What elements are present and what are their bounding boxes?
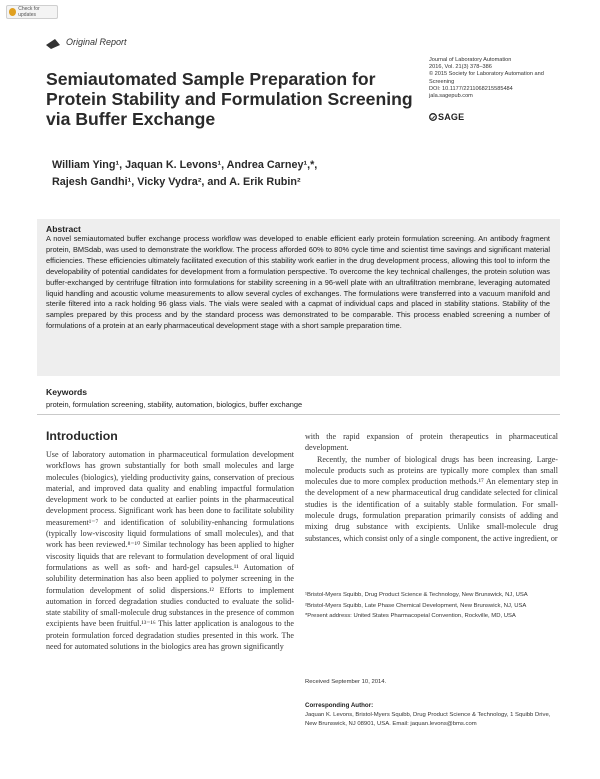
journal-url[interactable]: jala.sagepub.com bbox=[429, 93, 473, 100]
journal-info bbox=[429, 57, 559, 100]
journal-doi[interactable]: DOI: 10.1177/2211068215585484 bbox=[429, 85, 513, 92]
journal-volume: 2016, Vol. 21(3) 378–386 bbox=[429, 64, 492, 71]
sage-logo bbox=[429, 112, 464, 122]
author-line-2: Rajesh Gandhi¹, Vicky Vydra², and A. Erik Rubin² bbox=[52, 176, 301, 188]
keywords-heading: Keywords bbox=[46, 387, 88, 397]
introduction-left-column bbox=[46, 449, 294, 652]
update-icon bbox=[9, 8, 16, 16]
corresponding-author-details: Jaquan K. Levons, Bristol-Myers Squibb, Drug Product Science & Technology, 1 Squibb Drive, New Brunswick, NJ 08901, USA. Email: jaquan.levons@bms.com bbox=[305, 712, 551, 727]
author-line-1: William Ying¹, Jaquan K. Levons¹, Andrea Carney¹,*, bbox=[52, 159, 318, 171]
introduction-right-column bbox=[305, 431, 558, 544]
affiliation-1: ¹Bristol-Myers Squibb, Drug Product Science & Technology, New Brunswick, NJ, USA bbox=[305, 592, 528, 598]
affiliation-2: ²Bristol-Myers Squibb, Late Phase Chemical Development, New Brunswick, NJ, USA bbox=[305, 602, 527, 609]
keywords-text: protein, formulation screening, stability, automation, biologics, buffer exchange bbox=[46, 400, 303, 409]
author-list bbox=[52, 157, 492, 191]
introduction-paragraph-1-cont: with the rapid expansion of protein therapeutics in pharmaceutical development. bbox=[305, 432, 558, 453]
introduction-paragraph-2: Recently, the number of biological drugs has been increasing. Large-molecule products such as proteins are typically more complex than small molecules due to more complex production methods.¹⁷ An elementary step in the development of a new pharmaceutical drug candidate selected for clinical studies is the identification of a suitably stable formulation. For small-molecule drugs, formulation preparation primarily consists of adding and mixing drug substance with excipients. Unlike small-molecule drug substances, which consist only of a single component, the active ingredient, or bbox=[305, 454, 558, 543]
abstract-heading: Abstract bbox=[46, 224, 81, 234]
abstract-text: A novel semiautomated buffer exchange process workflow was developed to enable efficient early protein formulation screening. An antibody fragment protein, BMSdab, was used to demonstrate the workflow. The process afforded 60% to 80% cycle time and scientist time savings and significant material efficiencies. These efficiencies ultimately facilitated execution of this stability work earlier in the drug development process, allowing this tool to inform the developability of potential candidates for development from a formulation perspective. To overcome the key technical challenges, the protein solution was buffer-exchanged by centrifuge filtration into formulations for stability screening in a 96-well plate with an ultrafiltration membrane, leveraging automated liquid handling and acoustic volume measurements to allow several cycles of exchanges. The formulations were transferred into a vacuum manifold and sterile filtered into a rack holding 96 glass vials. The vials were sealed with a capmat of individual caps and placed in stability stations. Stability of the samples prepared by this process and by the standard process was demonstrated to be comparable. This process enabled screening a number of formulations of a protein at an early pharmaceutical development stage with a short sample preparation time. bbox=[46, 234, 550, 331]
report-bullet-icon bbox=[46, 39, 60, 49]
affiliations bbox=[305, 591, 558, 623]
journal-copyright: © 2015 Society for Laboratory Automation and Screening bbox=[429, 71, 544, 85]
sage-circle-icon bbox=[429, 113, 437, 121]
report-type: Original Report bbox=[66, 37, 127, 47]
introduction-heading: Introduction bbox=[46, 429, 118, 443]
section-divider bbox=[37, 414, 560, 415]
sage-wordmark: SAGE bbox=[438, 112, 465, 122]
abstract-box bbox=[37, 219, 560, 376]
journal-name: Journal of Laboratory Automation bbox=[429, 57, 512, 63]
corresponding-author-heading: Corresponding Author: bbox=[305, 702, 374, 709]
check-for-updates-badge[interactable] bbox=[6, 5, 58, 19]
received-date: Received September 10, 2014. bbox=[305, 679, 387, 685]
article-title: Semiautomated Sample Preparation for Protein Stability and Formulation Screening via Buffer Exchange bbox=[46, 69, 413, 129]
check-for-updates-label: Check for updates bbox=[18, 6, 40, 18]
introduction-paragraph-1: Use of laboratory automation in pharmaceutical formulation development workflows has grown substantially for both small molecules and large molecules (biologics), yielding productivity gains, conservation of precious material, and improved data quality and enabling impactful formulation development work to be conducted at earlier points in the pharmaceutical development process. Significant work has been done to facilitate solubility measurement¹⁻⁷ and identification of solubility-enhancing formulations (typically low-viscosity liquid formulations of small molecules), and that work has been reviewed.⁸⁻¹⁰ Similar technology has been applied to higher viscosity liquids that are relevant to formulation development of oral liquid formulations as well as soft- and hard-gel capsules.¹¹ Automation of solubility determination has also been applied to polymer screening in the formulation development of solid dispersions.¹² Efforts to implement automation in forced degradation studies conducted to evaluate the solid-state stability of small-molecule drug substances in the presence of common excipients have been fruitful.¹³⁻¹⁶ This latter application is analogous to the protein formulation forced degradation studies presented in this work. The need for automated solutions in the biologics area has grown significantly bbox=[46, 450, 294, 652]
affiliation-3: *Present address: United States Pharmacopeial Convention, Rockville, MD, USA bbox=[305, 613, 516, 620]
